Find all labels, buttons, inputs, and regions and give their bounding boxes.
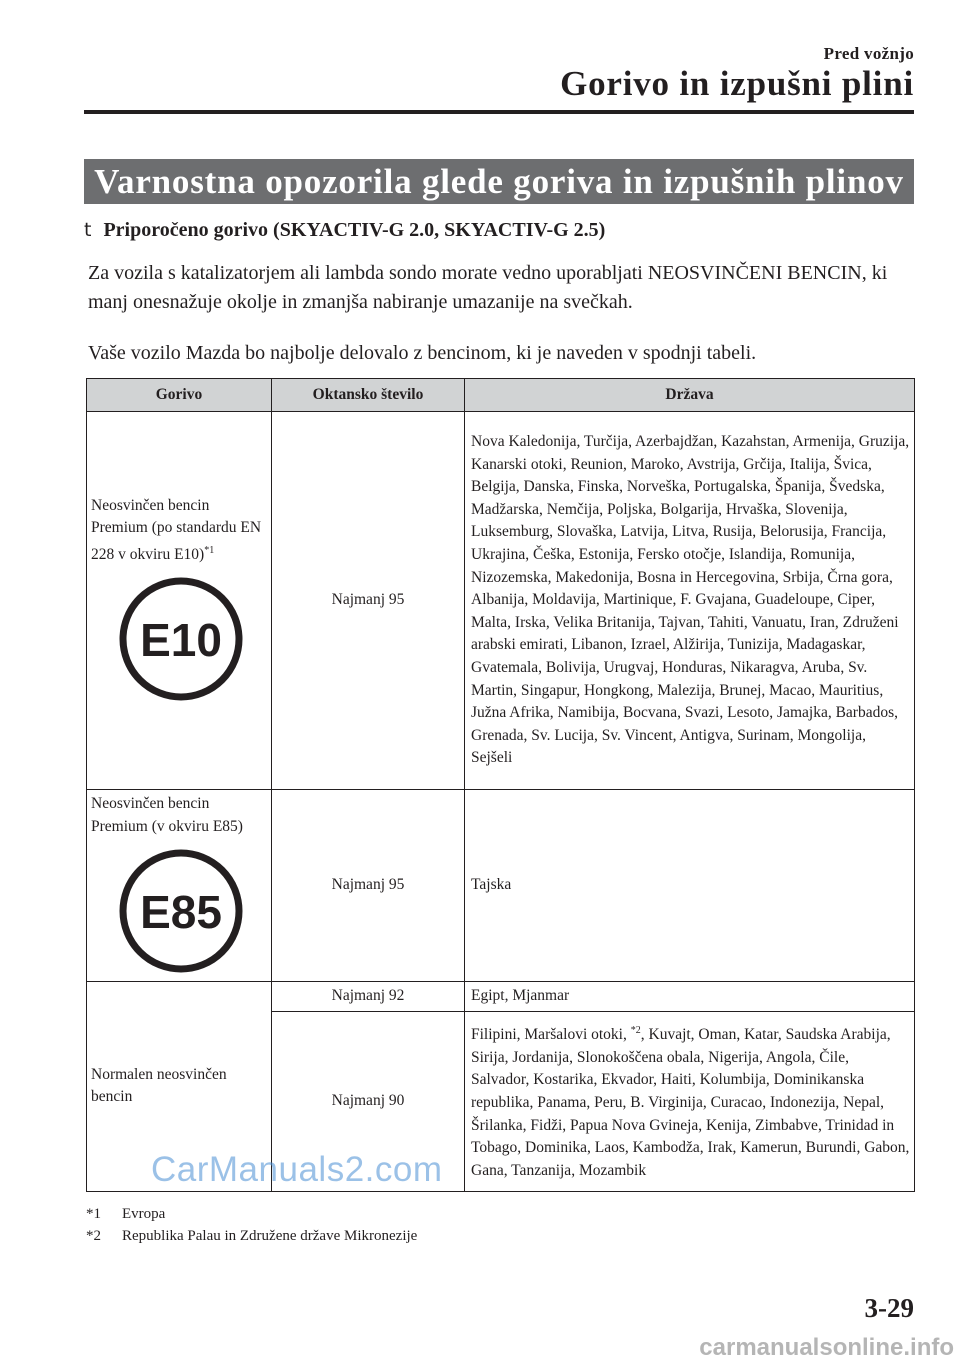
table-row	[87, 790, 915, 982]
footnote	[86, 1225, 417, 1247]
subheading	[84, 219, 605, 242]
country-text: , Kuvajt, Oman, Katar, Saudska Arabija, Sirija, Jordanija, Slonokoščena obala, Nigerija, Angola, Čile, Salvador, Kostarika, Ekvador, Haiti, Kolumbija, Dominikanska republika, Panama, Peru, B. Virginija, Curacao, Indonezija, Nepal, Šrilanka, Fidži, Papua Nova Gvineja, Kenija, Zimbabve, Trinidad in Tobago, Dominika, Laos, Kambodža, Irak, Kamerun, Burundi, Gabon, Gana, Tanzanija, Mozambik	[471, 1026, 910, 1179]
header-rule	[84, 110, 914, 114]
watermark: CarManuals2.com	[151, 1150, 443, 1189]
country-cell: Egipt, Mjanmar	[465, 982, 915, 1012]
chapter-title: Pred vožnjo	[823, 44, 914, 63]
country-cell: Nova Kaledonija, Turčija, Azerbajdžan, Kazahstan, Armenija, Gruzija, Kanarski otoki, Reunion, Maroko, Avstrija, Grčija, Italija, Švica, Belgija, Danska, Finska, Norveška, Portugalska, Španija, Švedska, Madžarska, Nemčija, Poljska, Bolgarija, Hrvaška, Slovenija, Luksemburg, Slovaška, Latvija, Litva, Rusija, Belorusija, Francija, Ukrajina, Češka, Estonija, Fersko otočje, Islandija, Romunija, Nizozemska, Makedonija, Bosna in Hercegovina, Srbija, Črna gora, Albanija, Moldavija, Martinique, F. Gvajana, Guadeloupe, Ciper, Malta, Irska, Velika Britanija, Tajvan, Tahiti, Vanuatu, Iran, Združeni arabski emirati, Libanon, Izrael, Alžirija, Tunizija, Madagaskar, Gvatemala, Bolivija, Urugvaj, Honduras, Nikaragva, Aruba, Sv. Martin, Singapur, Hongkong, Malezija, Brunej, Macao, Mauritius, Južna Afrika, Namibija, Bocvana, Svazi, Lesoto, Jamajka, Barbados, Grenada, Sv. Lucija, Sv. Vincent, Antigva, Surinam, Mongolija, Sejšeli	[465, 412, 915, 790]
table-header-row	[87, 379, 915, 412]
octane-cell: Najmanj 92	[272, 982, 465, 1012]
footnote-ref: *1	[204, 544, 215, 556]
footnote-mark: *2	[86, 1228, 101, 1244]
topic-banner: Varnostna opozorila glede goriva in izpušnih plinov	[84, 159, 914, 204]
section-title: Gorivo in izpušni plini	[560, 64, 914, 103]
paragraph-mazda: Vaše vozilo Mazda bo najbolje delovalo z bencinom, ki je naveden v spodnji tabeli.	[88, 342, 757, 364]
country-cell	[465, 1011, 915, 1191]
table-row	[87, 412, 915, 790]
footnote-ref: *2	[630, 1025, 641, 1037]
octane-cell: Najmanj 90	[272, 1011, 465, 1191]
country-cell: Tajska	[465, 790, 915, 982]
fuel-label: Neosvinčen bencin Premium (po standardu EN 228 v okviru E10)	[91, 496, 262, 563]
footnote-text: Republika Palau in Združene države Mikronezije	[122, 1228, 418, 1244]
fuel-cell: Normalen neosvinčen bencin	[87, 982, 272, 1192]
octane-cell: Najmanj 95	[272, 412, 465, 790]
watermark: carmanualsonline.info	[699, 1334, 954, 1361]
footnote-text: Evropa	[122, 1206, 166, 1222]
e10-sign-icon	[118, 576, 244, 702]
table-row	[87, 982, 915, 1012]
paragraph-catalyst: Za vozila s katalizatorjem ali lambda sondo morate vedno uporabljati NEOSVINČENI BENCIN, ki manj onesnažuje okolje in zmanjša nabiranje umazanije na svečkah.	[88, 262, 888, 313]
subheading-text: Priporočeno gorivo (SKYACTIV-G 2.0, SKYACTIV-G 2.5)	[103, 219, 606, 241]
header-fuel: Gorivo	[87, 379, 272, 412]
footnote-mark: *1	[86, 1206, 101, 1222]
country-text: Filipini, Maršalovi otoki,	[471, 1026, 631, 1044]
header-octane: Oktansko število	[272, 379, 465, 412]
header-country: Država	[465, 379, 915, 412]
fuel-cell	[87, 412, 272, 790]
bullet-icon: t	[84, 219, 92, 241]
octane-cell: Najmanj 95	[272, 790, 465, 982]
e10-sign-text: E10	[140, 614, 222, 667]
e85-sign-icon	[118, 848, 244, 974]
e85-sign-text: E85	[140, 886, 222, 939]
fuel-cell	[87, 790, 272, 982]
footnote	[86, 1203, 165, 1225]
page-number: 3-29	[864, 1293, 914, 1323]
fuel-label: Neosvinčen bencin Premium (v okviru E85)	[91, 795, 243, 835]
fuel-table	[86, 378, 915, 1192]
